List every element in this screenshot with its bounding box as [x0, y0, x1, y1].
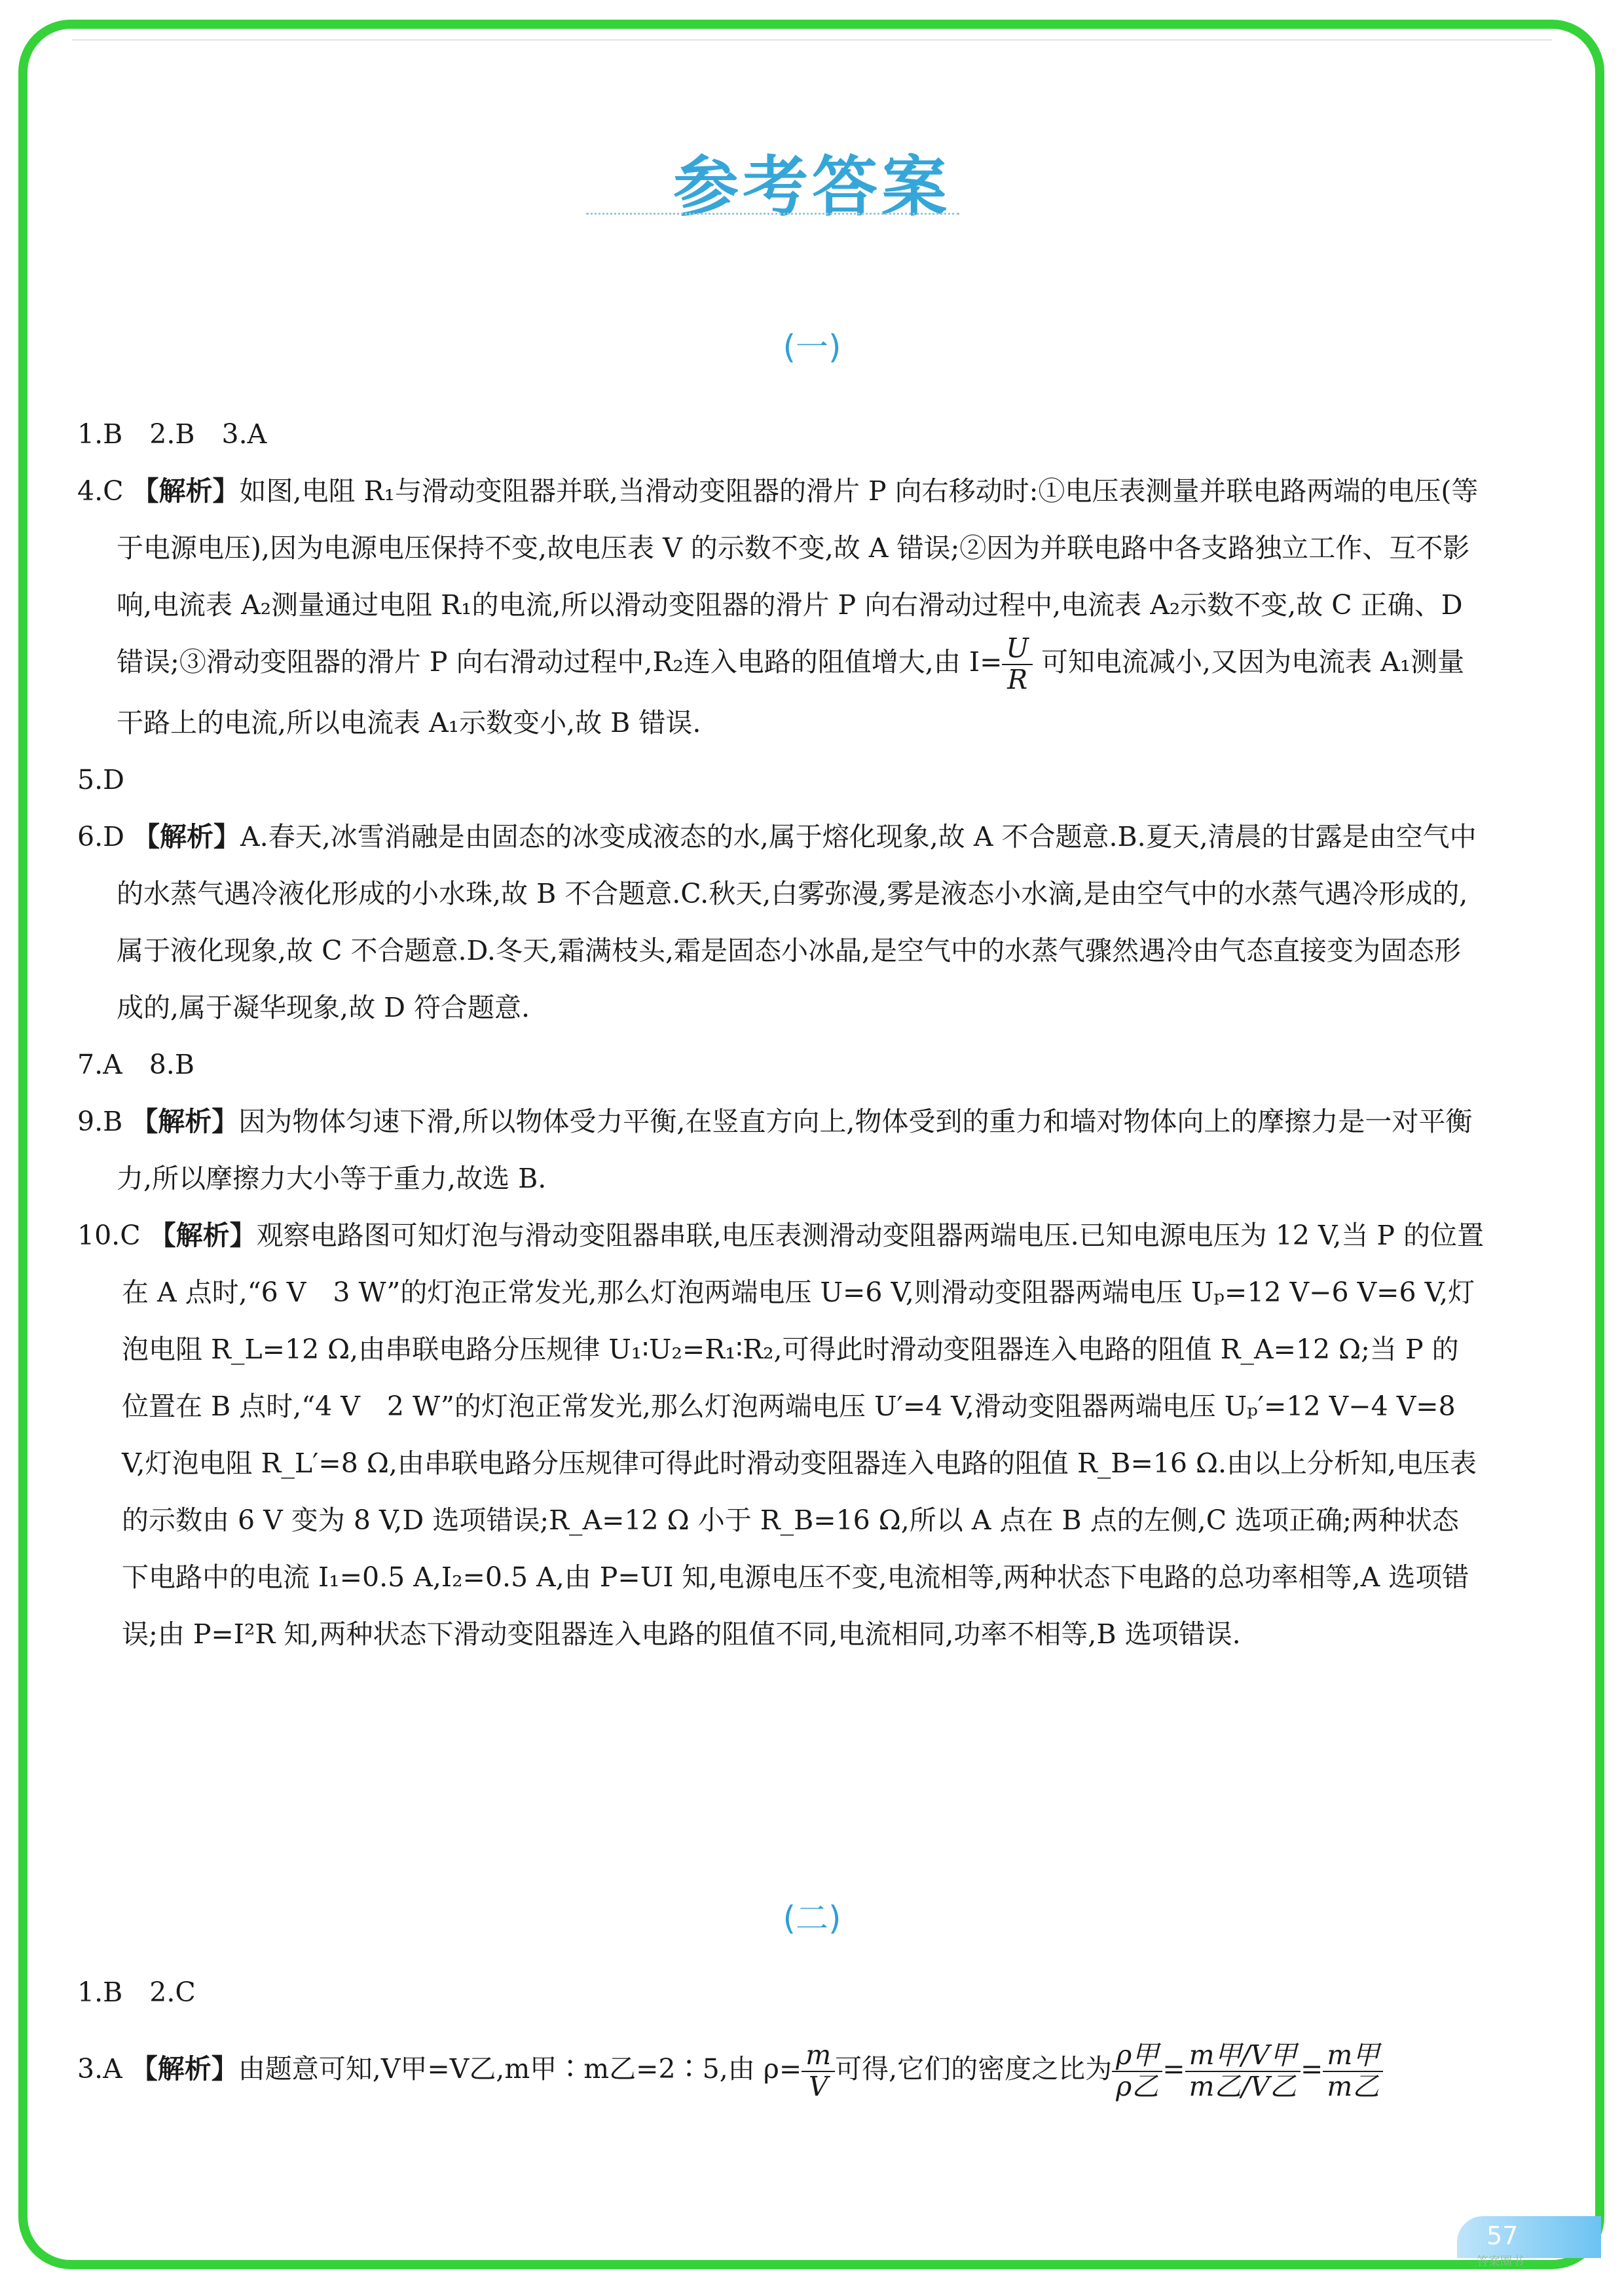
- section-2-content: [77, 1964, 1485, 2102]
- analysis-tag: 【解析】: [132, 475, 240, 507]
- fraction-denominator: ρ乙: [1116, 2070, 1159, 2102]
- fraction-m-over-v: [802, 2041, 835, 2101]
- answer-6-label: 6.D: [77, 820, 124, 852]
- fraction-numerator: U: [1002, 634, 1033, 665]
- analysis-tag: 【解析】: [133, 820, 241, 852]
- answer-10: [77, 1207, 1485, 1663]
- equals-sign: =: [1300, 2053, 1323, 2085]
- answer-9-label: 9.B: [77, 1105, 123, 1137]
- answer-5: 5.D: [77, 763, 124, 795]
- answer-line-7-8: 7.A 8.B: [77, 1048, 194, 1080]
- answer-3-label: 3.A: [77, 2053, 122, 2085]
- page-title: 参考答案: [673, 149, 951, 225]
- answer-10-label: 10.C: [77, 1219, 141, 1251]
- answer-9: [77, 1093, 1485, 1207]
- page-number: 57: [1486, 2221, 1519, 2250]
- top-rule: [72, 39, 1552, 41]
- equals-sign: =: [1162, 2053, 1185, 2085]
- fraction-denominator: R: [1007, 663, 1028, 695]
- answer-6: [77, 809, 1485, 1036]
- answer-4-text-b: 可知电流减小,又因为电流表 A₁测量干路上的电流,所以电流表 A₁示数变小,故 B 错误.: [117, 646, 1465, 738]
- answer-3: [77, 2041, 1485, 2102]
- fraction-numerator: m甲: [1323, 2041, 1383, 2071]
- fraction-compound: [1185, 2041, 1301, 2101]
- analysis-tag: 【解析】: [149, 1219, 257, 1251]
- answer-9-text: 因为物体匀速下滑,所以物体受力平衡,在竖直方向上,物体受到的重力和墙对物体向上的摩擦力是一对平衡力,所以摩擦力大小等于重力,故选 B.: [117, 1105, 1473, 1194]
- fraction-numerator: m甲/V甲: [1185, 2041, 1301, 2071]
- fraction-numerator: m: [802, 2041, 835, 2071]
- answer-10-text: 观察电路图可知灯泡与滑动变阻器串联,电压表测滑动变阻器两端电压.已知电源电压为 12 V,当 P 的位置在 A 点时,“6 V 3 W”的灯泡正常发光,那么灯泡两端电压 U=6 V,则滑动变阻器两端电压 Uₚ=12 V−6 V=6 V,灯泡电阻 R_L=12 Ω,由串联电路分压规律 U₁∶U₂=R₁∶R₂,可得此时滑动变阻器连入电路的阻值 R_A=12 Ω;当 P 的位置在 B 点时,“4 V 2 W”的灯泡正常发光,那么灯泡两端电压 U′=4 V,滑动变阻器两端电压 Uₚ′=12 V−4 V=8 V,灯泡电阻 R_L′=8 Ω,由串联电路分压规律可得此时滑动变阻器连入电路的阻值 R_B=16 Ω.由以上分析知,电压表的示数由 6 V 变为 8 V,D 选项错误;R_A=12 Ω 小于 R_B=16 Ω,所以 A 点在 B 点的左侧,C 选项正确;两种状态下电路中的电流 I₁=0.5 A,I₂=0.5 A,由 P=UI 知,电源电压不变,电流相等,两种状态下电路的总功率相等,A 选项错误;由 P=I²R 知,两种状态下滑动变阻器连入电路的阻值不同,电流相同,功率不相等,B 选项错误.: [122, 1219, 1485, 1650]
- fraction-denominator: m乙: [1327, 2070, 1380, 2102]
- fraction-numerator: ρ甲: [1112, 2041, 1162, 2071]
- fraction-denominator: m乙/V乙: [1189, 2070, 1297, 2102]
- answer-6-text: A.春天,冰雪消融是由固态的冰变成液态的水,属于熔化现象,故 A 不合题意.B.夏天,清晨的甘露是由空气中的水蒸气遇冷液化形成的小水珠,故 B 不合题意.C.秋天,白雾弥漫,雾是液态小水滴,是由空气中的水蒸气遇冷形成的,属于液化现象,故 C 不合题意.D.冬天,霜满枝头,霜是固态小冰晶,是空气中的水蒸气骤然遇冷由气态直接变为固态形成的,属于凝华现象,故 D 符合题意.: [117, 820, 1477, 1023]
- section-heading-1: (一): [783, 328, 841, 366]
- answer-3-text-b: 可得,它们的密度之比为: [835, 2053, 1113, 2085]
- section-1-content: [77, 406, 1485, 1663]
- fraction-denominator: V: [808, 2070, 828, 2102]
- fraction-mass-ratio: [1323, 2041, 1383, 2101]
- answer-4: [77, 463, 1485, 752]
- answer-line-1-3: 1.B 2.B 3.A: [77, 418, 267, 450]
- answer-line-1-2: 1.B 2.C: [77, 1977, 196, 2008]
- analysis-tag: 【解析】: [130, 2053, 238, 2085]
- answer-4-label: 4.C: [77, 475, 124, 507]
- title-underline: [586, 213, 959, 215]
- fraction-density-ratio: [1112, 2041, 1162, 2101]
- analysis-tag: 【解析】: [131, 1105, 239, 1137]
- fraction-u-over-r: [1002, 634, 1033, 694]
- answer-3-text-a: 由题意可知,V甲=V乙,m甲∶m乙=2∶5,由 ρ=: [238, 2053, 802, 2085]
- section-heading-2: (二): [783, 1899, 841, 1937]
- watermark-text: 答案圈书: [1477, 2255, 1524, 2269]
- answer-4-text-a: 如图,电阻 R₁与滑动变阻器并联,当滑动变阻器的滑片 P 向右移动时:①电压表测量并联电路两端的电压(等于电源电压),因为电源电压保持不变,故电压表 V 的示数不变,故 A 错误;②因为并联电路中各支路独立工作、互不影响,电流表 A₂测量通过电阻 R₁的电流,所以滑动变阻器的滑片 P 向右滑动过程中,电流表 A₂示数不变,故 C 正确、D 错误;③滑动变阻器的滑片 P 向右滑动过程中,R₂连入电路的阻值增大,由 I=: [117, 475, 1479, 678]
